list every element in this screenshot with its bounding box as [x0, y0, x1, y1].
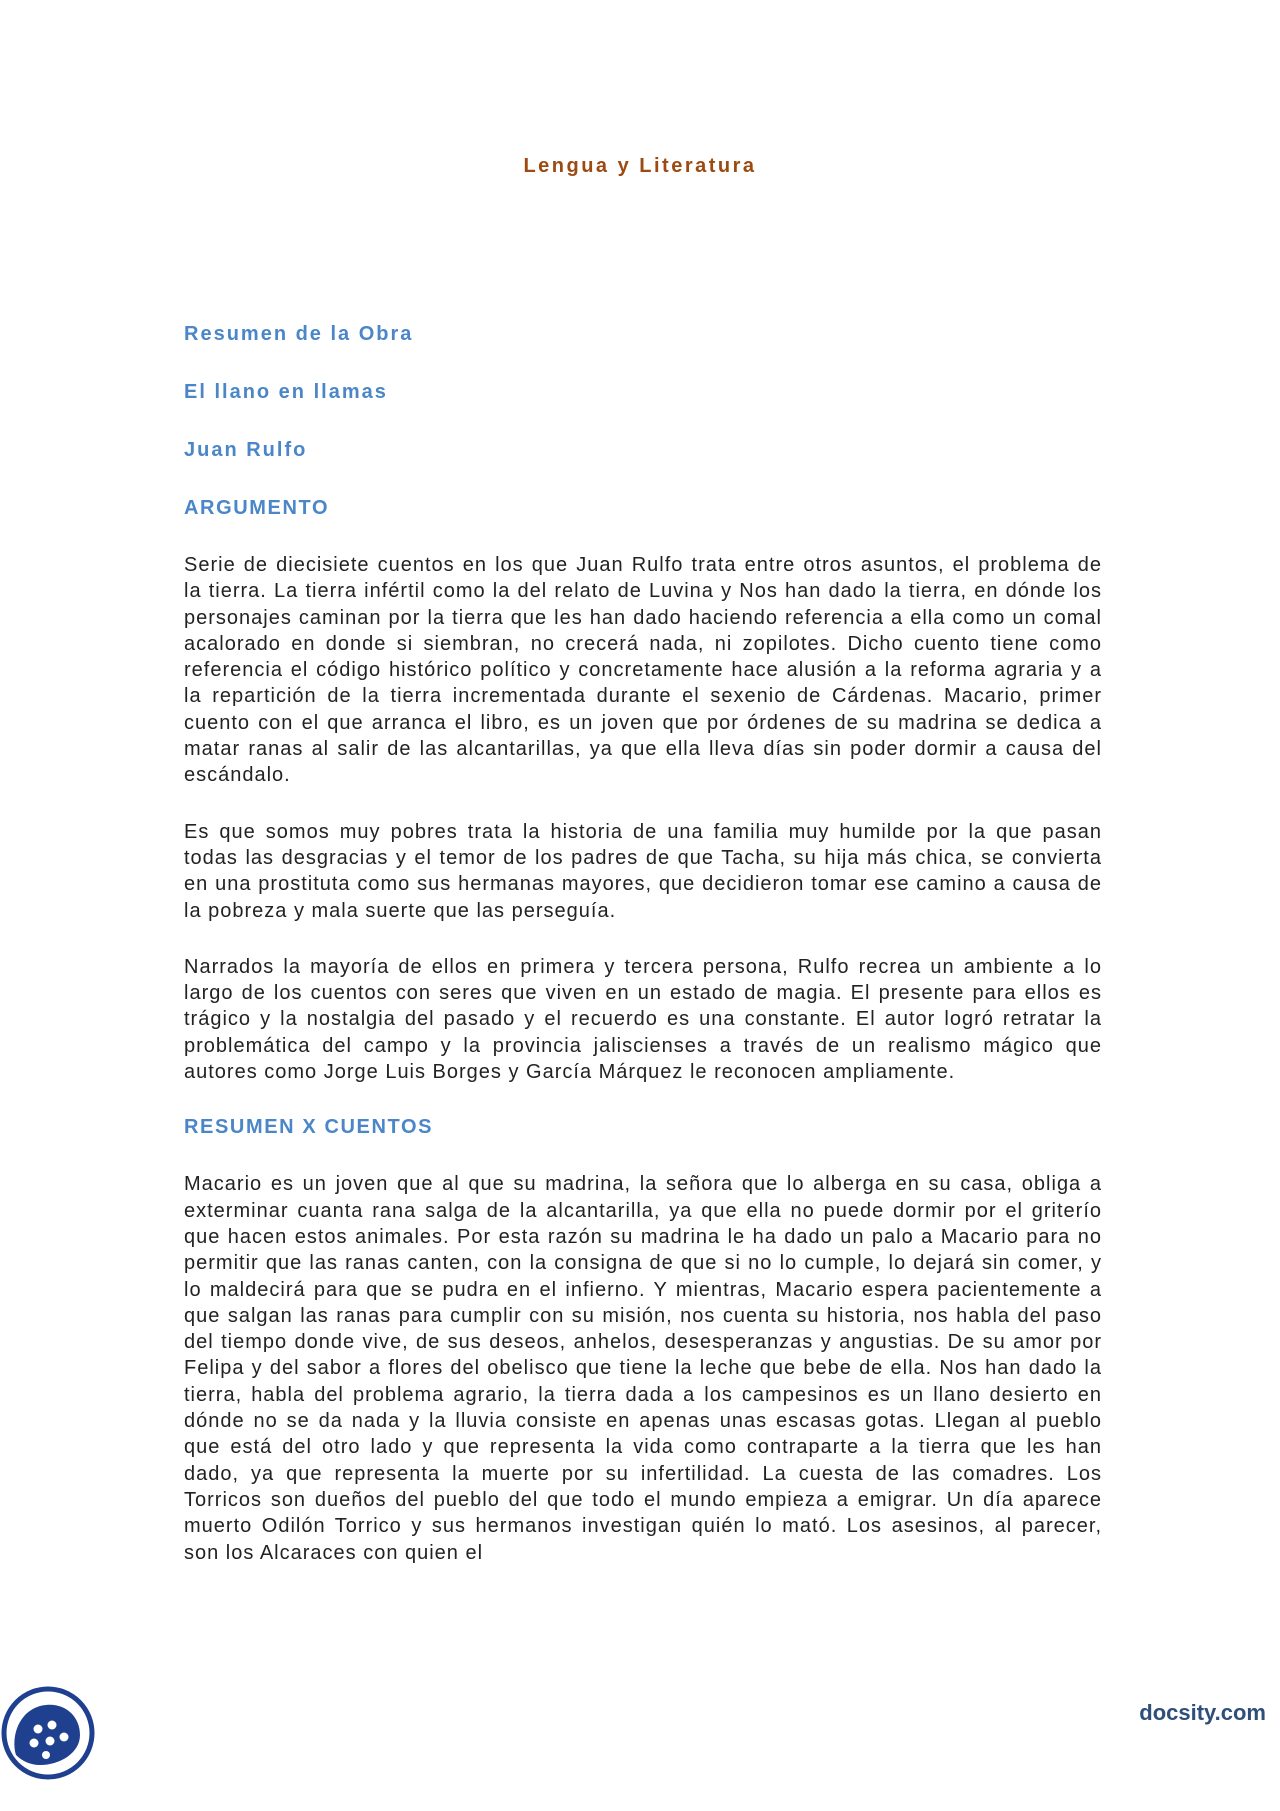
author-name: Juan Rulfo [184, 439, 308, 461]
summary-heading: Resumen de la Obra [184, 323, 414, 345]
argument-heading: ARGUMENTO [184, 497, 330, 519]
document-content [184, 322, 1102, 1566]
docsity-logo-icon[interactable] [0, 1685, 96, 1781]
work-title: El llano en llamas [184, 381, 388, 403]
stories-summary-paragraph: Macario es un joven que al que su madrina, la señora que lo alberga en su casa, obliga a exterminar cuanta rana salga de la alcantarilla, ya que ella no puede dormir por el griterío que hacen estos animales. Por esta razón su madrina le ha dado un palo a Macario para no permitir que las ranas canten, con la consigna de que si no lo cumple, lo dejará sin comer, y lo maldecirá para que se pudra en el infierno. Y mientras, Macario espera pacientemente a que salgan las ranas para cumplir con su misión, nos cuenta su historia, nos habla del paso del tiempo donde vive, de sus deseos, anhelos, desesperanzas y angustias. De su amor por Felipa y del sabor a flores del obelisco que tiene la leche que bebe de ella. Nos han dado la tierra, habla del problema agrario, la tierra dada a los campesinos es un llano desierto en dónde no se da nada y la lluvia consiste en apenas unas escasas gotas. Llegan al pueblo que está del otro lado y que representa la vida como contraparte a la tierra que les han dado, ya que representa la muerte por su infertilidad. La cuesta de las comadres. Los Torricos son dueños del pueblo del que todo el mundo empieza a emigrar. Un día aparece muerto Odilón Torrico y sus hermanos investigan quién lo mató. Los asesinos, al parecer, son los Alcaraces con quien el [184, 1173, 1102, 1564]
argument-paragraph-1: Serie de diecisiete cuentos en los que Juan Rulfo trata entre otros asuntos, el problema de la tierra. La tierra infértil como la del relato de Luvina y Nos han dado la tierra, en dónde los personajes caminan por la tierra que les han dado haciendo referencia a ella como un comal acalorado en donde si siembran, no crecerá nada, ni zopilotes. Dicho cuento tiene como referencia el código histórico político y concretamente hace alusión a la reforma agraria y a la repartición de la tierra incrementada durante el sexenio de Cárdenas. Macario, primer cuento con el que arranca el libro, es un joven que por órdenes de su madrina se dedica a matar ranas al salir de las alcantarillas, ya que ella lleva días sin poder dormir a causa del escándalo. [184, 554, 1102, 787]
course-title: Lengua y Literatura [523, 155, 757, 177]
argument-paragraph-2: Es que somos muy pobres trata la historia de una familia muy humilde por la que pasan todas las desgracias y el temor de los padres de que Tacha, su hija más chica, se convierta en una prostituta como sus hermanas mayores, que decidieron tomar ese camino a causa de la pobreza y mala suerte que las perseguía. [184, 820, 1102, 922]
argument-paragraph-3: Narrados la mayoría de ellos en primera y tercera persona, Rulfo recrea un ambiente a lo largo de los cuentos con seres que viven en un estado de magia. El presente para ellos es trágico y la nostalgia del pasado y el recuerdo es una constante. El autor logró retratar la problemática del campo y la provincia jaliscienses a través de un realismo mágico que autores como Jorge Luis Borges y García Márquez le reconocen ampliamente. [184, 955, 1102, 1084]
stories-summary-heading: RESUMEN X CUENTOS [184, 1116, 434, 1139]
docsity-brand-link[interactable]: docsity.com [1139, 1700, 1266, 1725]
